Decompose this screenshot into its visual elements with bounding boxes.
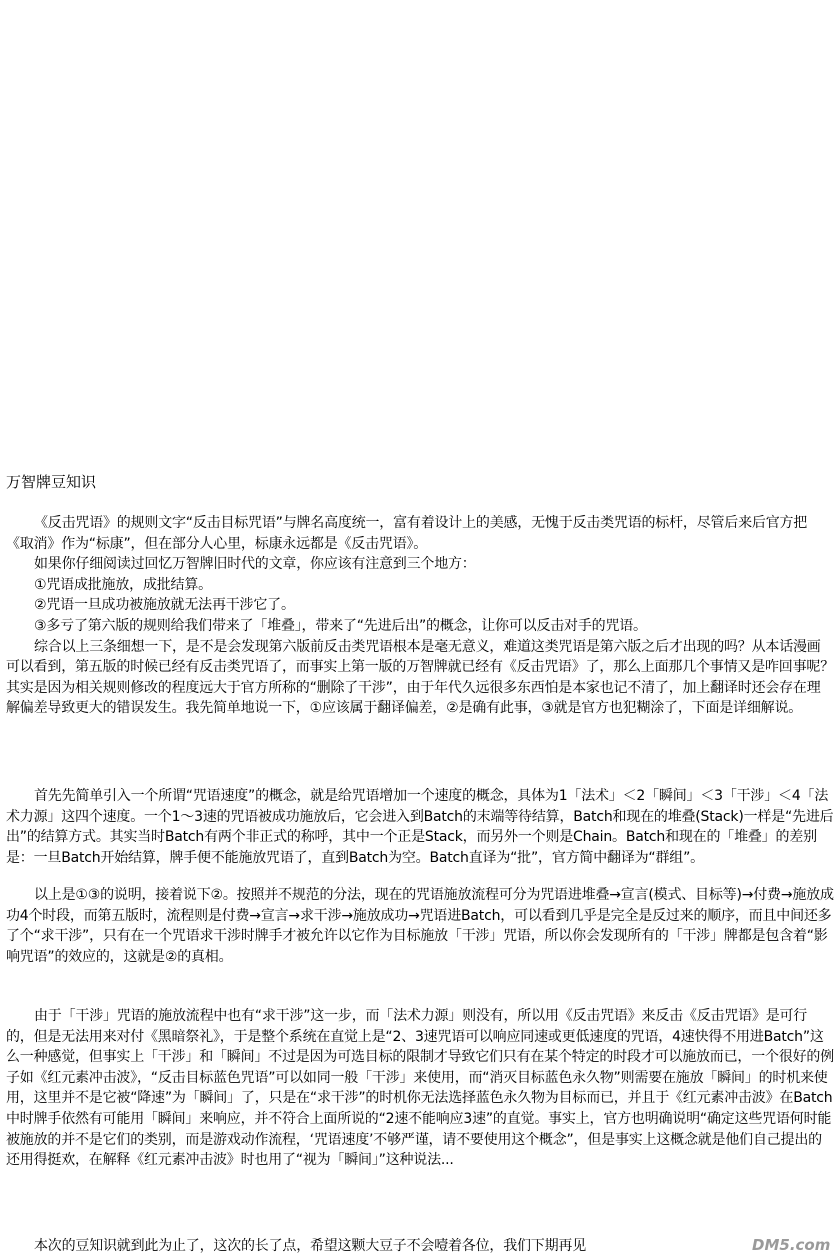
watermark-logo — [750, 1232, 834, 1256]
paragraph-group-intro — [6, 513, 834, 719]
paragraph: 首先先简单引入一个所谓“咒语速度”的概念，就是给咒语增加一个速度的概念，具体为1「法术」＜2「瞬间」＜3「干涉」＜4「法术力源」这四个速度。一个1～3速的咒语被成功施放后，它会进入到Batch的末端等待结算，Batch和现在的堆叠(Stack)一样是“先进后出”的结算方式。其实当时Batch有两个非正式的称呼，其中一个正是Stack，而另外一个则是Chain。Batch和现在的「堆叠」的差别是：一旦Batch开始结算，牌手便不能施放咒语了，直到Batch为空。Batch直译为“批”，官方简中翻译为“群组”。 — [6, 788, 834, 866]
list-item: ②咒语一旦成功被施放就无法再干涉它了。 — [34, 597, 295, 614]
paragraph-group-closing — [6, 1236, 834, 1257]
document-title: 万智牌豆知识 — [6, 473, 97, 491]
paragraph-group-interrupt — [6, 1006, 834, 1171]
paragraph-group-casting — [6, 885, 834, 967]
list-item: ③多亏了第六版的规则给我们带来了「堆叠」，带来了“先进后出”的概念，让你可以反击对手的咒语。 — [34, 617, 647, 634]
paragraph: 由于「干涉」咒语的施放流程中也有“求干涉”这一步，而「法术力源」则没有，所以用《反击咒语》来反击《反击咒语》是可行的，但是无法用来对付《黑暗祭礼》，于是整个系统在直觉上是“2、3速咒语可以响应同速或更低速度的咒语，4速快得不用进Batch”这么一种感觉，但事实上「干涉」和「瞬间」不过是因为可选目标的限制才导致它们只有在某个特定的时段才可以施放而已，一个很好的例子如《红元素冲击波》，“反击目标蓝色咒语”可以如同一般「干涉」来使用，而“消灭目标蓝色永久物”则需要在施放「瞬间」的时机来使用，这里并不是它被“降速”为「瞬间」了，只是在“求干涉”的时机你无法选择蓝色永久物为目标而已，并且于《红元素冲击波》在Batch中时牌手依然有可能用「瞬间」来响应，并不符合上面所说的“2速不能响应3速”的直觉。事实上，官方也明确说明“确定这些咒语何时能被施放的并不是它们的类别，而是游戏动作流程，‘咒语速度’不够严谨，请不要使用这个概念”，但是事实上这概念就是他们自己提出的还用得挺欢，在解释《红元素冲击波》时也用了“视为「瞬间」”这种说法... — [6, 1008, 834, 1169]
list-item: ①咒语成批施放，成批结算。 — [34, 576, 212, 593]
paragraph-group-speed — [6, 786, 834, 868]
watermark-text: DM5.com — [752, 1236, 831, 1254]
paragraph: 如果你仔细阅读过回忆万智牌旧时代的文章，你应该有注意到三个地方： — [34, 556, 476, 573]
paragraph: 以上是①③的说明，接着说下②。按照并不规范的分法，现在的咒语施放流程可分为咒语进堆叠→宣言(模式、目标等)→付费→施放成功4个时段，而第五版时，流程则是付费→宣言→求干涉→施放成功→咒语进Batch，可以看到几乎是完全是反过来的顺序，而且中间还多了个“求干涉”，只有在一个咒语求干涉时牌手才被允许以它作为目标施放「干涉」咒语，所以你会发现所有的「干涉」牌都是包含着“影响咒语”的效应的，这就是②的真相。 — [6, 887, 834, 965]
paragraph: 《反击咒语》的规则文字“反击目标咒语”与牌名高度统一，富有着设计上的美感，无愧于反击类咒语的标杆，尽管后来后官方把《取消》作为“标康”，但在部分人心里，标康永远都是《反击咒语》。 — [6, 515, 808, 552]
paragraph: 综合以上三条细想一下，是不是会发现第六版前反击类咒语根本是毫无意义，难道这类咒语是第六版之后才出现的吗？从本话漫画可以看到，第五版的时候已经有反击类咒语了，而事实上第一版的万智牌就已经有《反击咒语》了，那么上面那几个事情又是咋回事呢？其实是因为相关规则修改的程度远大于官方所称的“删除了干涉”，由于年代久远很多东西怕是本家也记不清了，加上翻译时还会存在理解偏差导致更大的错误发生。我先简单地说一下，①应该属于翻译偏差，②是确有此事，③就是官方也犯糊涂了，下面是详细解说。 — [6, 638, 834, 717]
paragraph: 本次的豆知识就到此为止了，这次的长了点，希望这颗大豆子不会噎着各位，我们下期再见 — [34, 1238, 586, 1254]
